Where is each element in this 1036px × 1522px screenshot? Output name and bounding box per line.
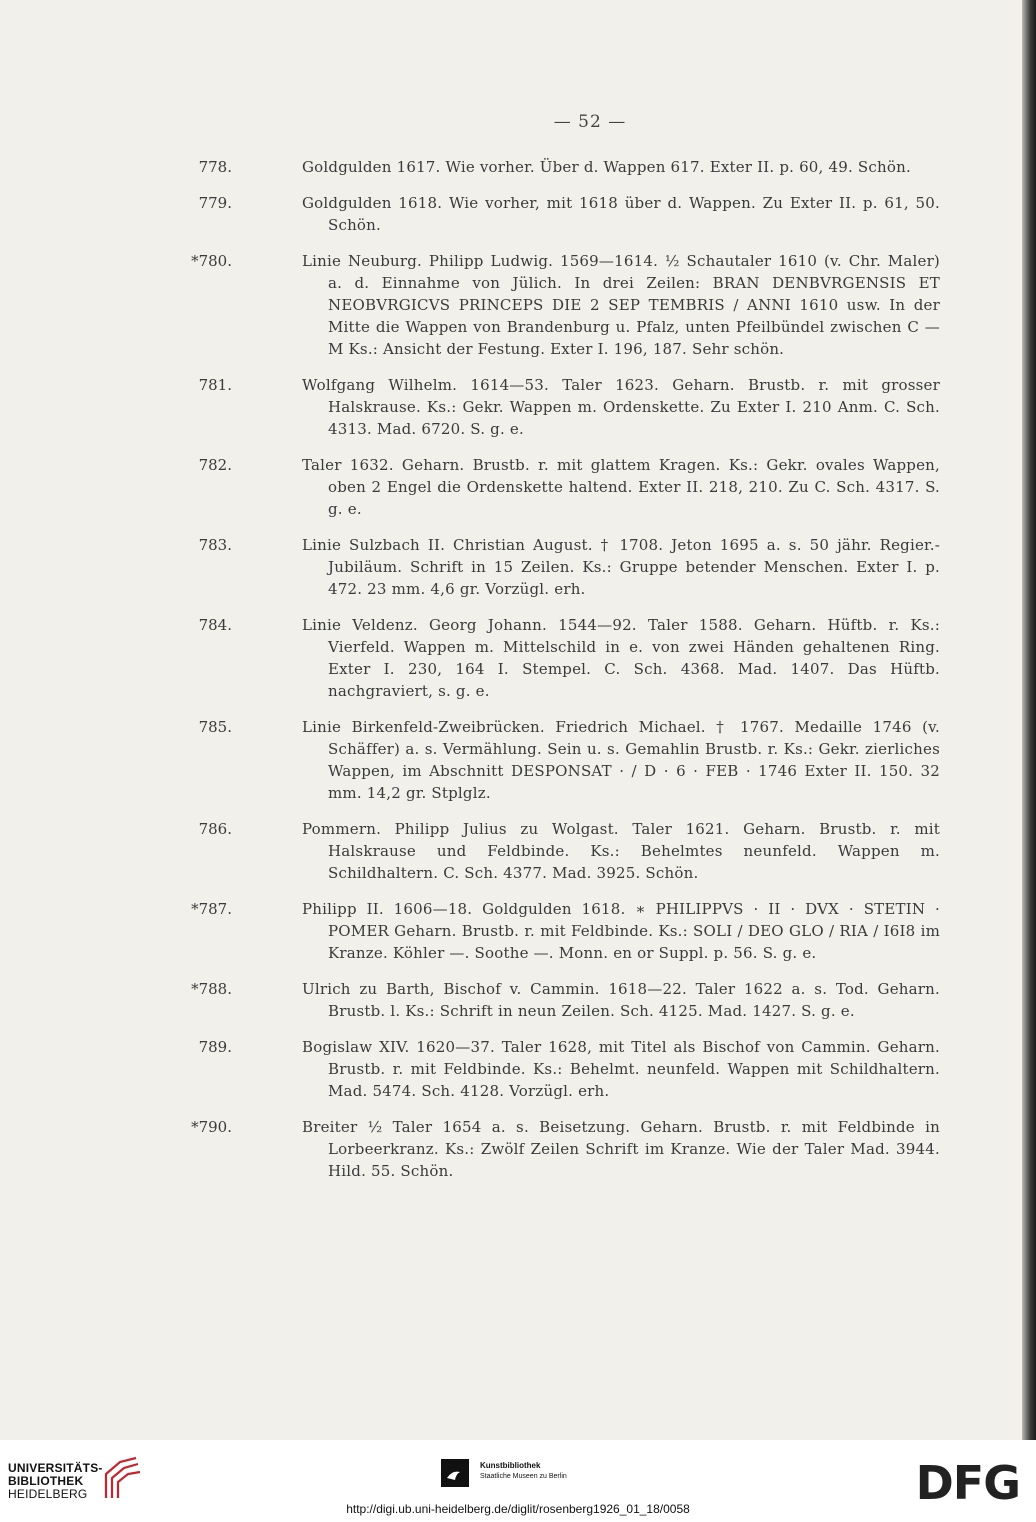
entry-number: 781. [198,376,232,394]
catalog-entry [191,250,940,360]
entry-text: Ulrich zu Barth, Bischof v. Cammin. 1618—22. Taler 1622 a. s. Tod. Geharn. Brustb. l. Ks.: Schrift in neun Zeilen. Sch. 4125. Mad. 1427. S. g. e. [302,980,940,1020]
catalog-entry [198,192,940,236]
catalog-entry [198,818,940,884]
entry-number: *788. [191,980,232,998]
entry-text: Linie Sulzbach II. Christian August. † 1708. Jeton 1695 a. s. 50 jähr. Regier.-Jubiläum. Schrift in 15 Zeilen. Ks.: Gruppe betender Menschen. Exter I. p. 472. 23 mm. 4,6 gr. Vorzügl. erh. [302,536,940,598]
catalog-entry [198,1036,940,1102]
book-spine-shadow [1022,0,1036,1440]
source-url-link[interactable]: http://digi.ub.uni-heidelberg.de/diglit/rosenberg1926_01_18/0058 [346,1502,690,1516]
catalog-entry [191,978,940,1022]
kunstbibliothek-subtitle: Staatliche Museen zu Berlin [480,1473,567,1480]
entry-number: 782. [198,456,232,474]
entry-number: 786. [198,820,232,838]
kunstbibliothek-title: Kunstbibliothek [480,1461,541,1470]
catalog-entry [198,454,940,520]
entry-text: Philipp II. 1606—18. Goldgulden 1618. ∗ PHILIPPVS · II · DVX · STETIN · POMER Geharn. Brustb. r. mit Feldbinde. Ks.: SOLI / DEO GLO / RIA / I6I8 im Kranze. Köhler —. Soothe —. Monn. en or Suppl. p. 56. S. g. e. [302,900,940,962]
entry-number: 778. [198,158,232,176]
ub-logo-line: BIBLIOTHEK [8,1474,84,1488]
catalog-entry [191,1116,940,1182]
page-number: — 52 — [553,112,627,132]
entry-text: Taler 1632. Geharn. Brustb. r. mit glattem Kragen. Ks.: Gekr. ovales Wappen, oben 2 Engel die Ordenskette haltend. Exter II. 218, 210. Zu C. Sch. 4317. S. g. e. [302,456,940,518]
catalog-entry [198,156,940,178]
entry-text: Pommern. Philipp Julius zu Wolgast. Taler 1621. Geharn. Brustb. r. mit Halskrause und Feldbinde. Ks.: Behelmtes neunfeld. Wappen m. Schildhaltern. C. Sch. 4377. Mad. 3925. Schön. [302,820,940,882]
entry-text: Breiter ½ Taler 1654 a. s. Beisetzung. Geharn. Brustb. r. mit Feldbinde in Lorbeerkranz. Ks.: Zwölf Zeilen Schrift im Kranze. Wie der Taler Mad. 3944. Hild. 55. Schön. [302,1118,940,1180]
entry-number: *790. [191,1118,232,1136]
entry-number: 784. [198,616,232,634]
catalog-entries [191,156,940,1196]
ub-logo-line: HEIDELBERG [8,1487,88,1501]
footer-bar [0,1440,1036,1522]
ub-emblem-icon [102,1454,144,1500]
entry-text: Linie Birkenfeld-Zweibrücken. Friedrich Michael. † 1767. Medaille 1746 (v. Schäffer) a. s. Vermählung. Sein u. s. Gemahlin Brustb. r. Ks.: Gekr. zierliches Wappen, im Abschnitt DESPONSAT · / D · 6 · FEB · 1746 Exter II. 150. 32 mm. 14,2 gr. Stplglz. [302,718,940,802]
entry-text: Linie Veldenz. Georg Johann. 1544—92. Taler 1588. Geharn. Hüftb. r. Ks.: Vierfeld. Wappen m. Mittelschild in e. von zwei Händen gehaltenen Ring. Exter I. 230, 164 I. Stempel. C. Sch. 4368. Mad. 1407. Das Hüftb. nachgraviert, s. g. e. [302,616,940,700]
entry-text: Bogislaw XIV. 1620—37. Taler 1628, mit Titel als Bischof von Cammin. Geharn. Brustb. r. mit Feldbinde. Ks.: Behelmt. neunfeld. Wappen mit Schildhaltern. Mad. 5474. Sch. 4128. Vorzügl. erh. [302,1038,940,1100]
entry-text: Goldgulden 1618. Wie vorher, mit 1618 über d. Wappen. Zu Exter II. p. 61, 50. Schön. [302,194,940,234]
entry-number: *780. [191,252,232,270]
entry-number: *787. [191,900,232,918]
catalog-entry [191,898,940,964]
catalog-entry [198,374,940,440]
entry-text: Wolfgang Wilhelm. 1614—53. Taler 1623. Geharn. Brustb. r. mit grosser Halskrause. Ks.: Gekr. Wappen m. Ordenskette. Zu Exter I. 210 Anm. C. Sch. 4313. Mad. 6720. S. g. e. [302,376,940,438]
dfg-logo[interactable]: DFG [915,1456,1020,1510]
kunstbibliothek-logo-icon [440,1458,470,1488]
kunstbibliothek-label[interactable] [480,1460,567,1482]
entry-number: 789. [198,1038,232,1056]
entry-number: 785. [198,718,232,736]
ub-logo-line: UNIVERSITÄTS- [8,1461,103,1475]
entry-text: Linie Neuburg. Philipp Ludwig. 1569—1614. ½ Schautaler 1610 (v. Chr. Maler) a. d. Einnahme von Jülich. In drei Zeilen: BRAN DENBVRGENSIS ET NEOBVRGICVS PRINCEPS DIE 2 SEP TEMBRIS / ANNI 1610 usw. In der Mitte die Wappen von Brandenburg u. Pfalz, unten Pfeilbündel zwischen C — M Ks.: Ansicht der Festung. Exter I. 196, 187. Sehr schön. [302,252,940,358]
entry-number: 783. [198,536,232,554]
catalog-entry [198,614,940,702]
ub-heidelberg-logo[interactable] [8,1462,103,1501]
catalog-entry [198,534,940,600]
entry-text: Goldgulden 1617. Wie vorher. Über d. Wappen 617. Exter II. p. 60, 49. Schön. [302,158,911,176]
catalog-entry [198,716,940,804]
entry-number: 779. [198,194,232,212]
